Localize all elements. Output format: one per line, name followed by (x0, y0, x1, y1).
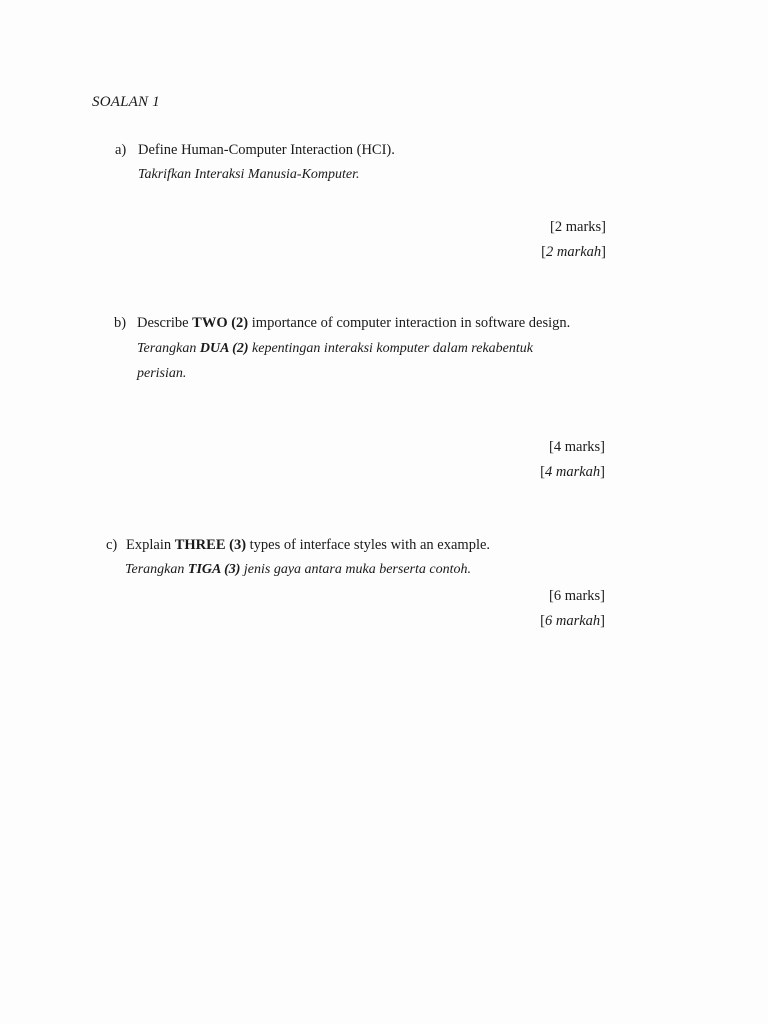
question-b-malay-line2: perisian. (137, 366, 187, 381)
question-c-letter: c) (106, 537, 118, 553)
question-c-marks-malay: [6 markah] (540, 613, 605, 629)
question-c-malay: Terangkan TIGA (3) jenis gaya antara muka berserta contoh. (125, 562, 471, 577)
question-b-malay: Terangkan DUA (2) kepentingan interaksi komputer dalam rekabentuk (137, 341, 533, 356)
question-a-marks-english: [2 marks] (550, 219, 606, 235)
question-b-marks-malay: [4 markah] (540, 464, 605, 480)
question-c-marks-english: [6 marks] (549, 588, 605, 604)
question-a-letter: a) (115, 142, 127, 158)
question-b-english: Describe TWO (2) importance of computer interaction in software design. (137, 315, 571, 331)
question-a-marks-malay: [2 markah] (541, 244, 606, 260)
question-a-english: Define Human-Computer Interaction (HCI). (138, 142, 395, 158)
question-c-english: Explain THREE (3) types of interface styles with an example. (126, 537, 491, 553)
section-title: SOALAN 1 (92, 94, 160, 110)
question-b-letter: b) (114, 315, 127, 331)
question-a-malay: Takrifkan Interaksi Manusia-Komputer. (138, 167, 360, 182)
question-b-marks-english: [4 marks] (549, 439, 605, 455)
